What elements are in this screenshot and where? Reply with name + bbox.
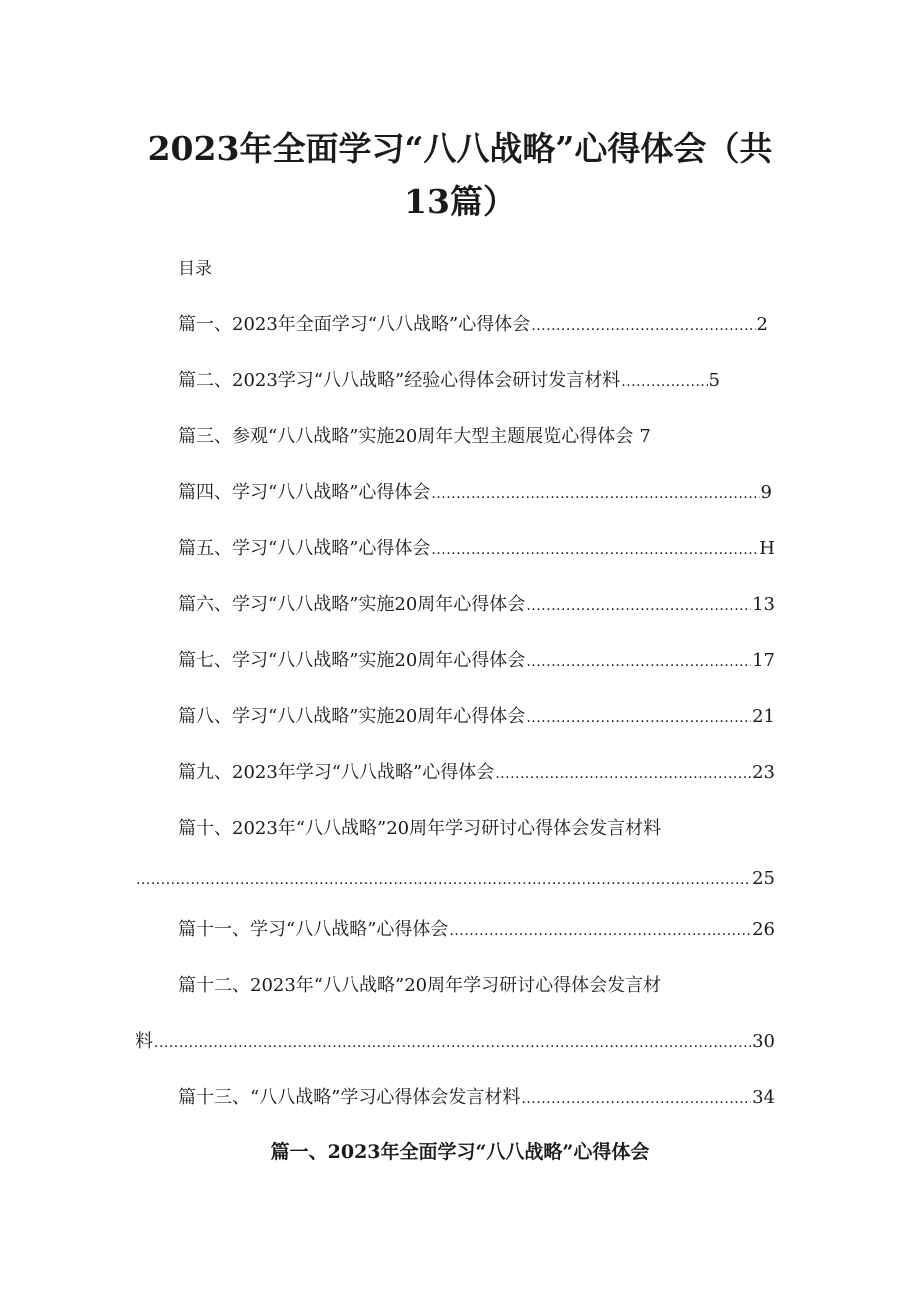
toc-leader-dots — [154, 1030, 751, 1056]
toc-leader-dots — [521, 1086, 751, 1112]
toc-entry-7[interactable] — [178, 648, 775, 675]
toc-entry-title: 篇五、学习“八八战略”心得体会 — [178, 538, 431, 559]
toc-entry-2[interactable] — [178, 368, 720, 395]
toc-entry-page: H — [759, 538, 775, 559]
document-title — [110, 122, 810, 228]
toc-entry-3[interactable] — [178, 424, 651, 450]
toc-entry-12-leader[interactable] — [135, 1029, 775, 1056]
toc-entry-title: 篇二、2023学习“八八战略”经验心得体会研讨发言材料 — [178, 370, 621, 391]
toc-entry-8[interactable] — [178, 704, 775, 731]
toc-entry-title: 篇六、学习“八八战略”实施20周年心得体会 — [178, 594, 526, 615]
toc-entry-title: 篇三、参观“八八战略”实施20周年大型主题展览心得体会 — [178, 426, 634, 447]
toc-entry-6[interactable] — [178, 592, 775, 619]
title-line-1: 2023年全面学习“八八战略”心得体会（共 — [147, 129, 773, 168]
toc-entry-9[interactable] — [178, 760, 775, 787]
toc-entry-page: 13 — [752, 594, 775, 615]
toc-leader-dots — [526, 593, 751, 619]
toc-entry-page: 17 — [752, 650, 775, 671]
toc-entry-page: 7 — [639, 426, 651, 447]
toc-leader-dots — [449, 918, 751, 944]
toc-entry-page: 30 — [752, 1031, 775, 1052]
toc-heading: 目录 — [178, 259, 212, 279]
toc-entry-title-cont: 料 — [135, 1031, 153, 1052]
toc-entry-1[interactable] — [178, 312, 768, 339]
toc-entry-13[interactable] — [178, 1085, 775, 1112]
toc-entry-11[interactable] — [178, 917, 775, 944]
toc-entry-title: 篇四、学习“八八战略”心得体会 — [178, 482, 431, 503]
toc-leader-dots — [136, 867, 751, 893]
toc-entry-title: 篇一、2023年全面学习“八八战略”心得体会 — [178, 314, 531, 335]
toc-entry-4[interactable] — [178, 480, 772, 507]
title-line-2: 13篇） — [404, 182, 516, 221]
toc-entry-page: 5 — [708, 370, 720, 391]
toc-entry-page: 9 — [760, 482, 772, 503]
toc-entry-title: 篇十三、“八八战略”学习心得体会发言材料 — [178, 1087, 521, 1108]
toc-leader-dots — [526, 649, 751, 675]
toc-entry-title: 篇九、2023年学习“八八战略”心得体会 — [178, 762, 495, 783]
toc-entry-10-title[interactable]: 篇十、2023年“八八战略”20周年学习研讨心得体会发言材料 — [178, 818, 662, 839]
toc-leader-dots — [531, 313, 755, 339]
toc-entry-page: 21 — [752, 706, 775, 727]
toc-entry-10-leader[interactable] — [135, 866, 775, 893]
toc-entry-page: 26 — [752, 919, 775, 940]
toc-leader-dots — [526, 705, 751, 731]
toc-entry-title: 篇八、学习“八八战略”实施20周年心得体会 — [178, 706, 526, 727]
toc-entry-title: 篇七、学习“八八战略”实施20周年心得体会 — [178, 650, 526, 671]
toc-entry-title: 篇十一、学习“八八战略”心得体会 — [178, 919, 449, 940]
toc-leader-dots — [621, 369, 707, 395]
toc-entry-page: 2 — [756, 314, 768, 335]
toc-entry-5[interactable] — [178, 536, 775, 563]
section-heading: 篇一、2023年全面学习“八八战略”心得体会 — [270, 1141, 650, 1163]
toc-entry-page: 25 — [752, 868, 775, 889]
toc-entry-12-title[interactable]: 篇十二、2023年“八八战略”20周年学习研讨心得体会发言材 — [178, 975, 662, 996]
toc-entry-page: 23 — [752, 762, 775, 783]
toc-leader-dots — [431, 481, 759, 507]
toc-leader-dots — [495, 761, 751, 787]
toc-leader-dots — [431, 537, 758, 563]
toc-entry-page: 34 — [752, 1087, 775, 1108]
